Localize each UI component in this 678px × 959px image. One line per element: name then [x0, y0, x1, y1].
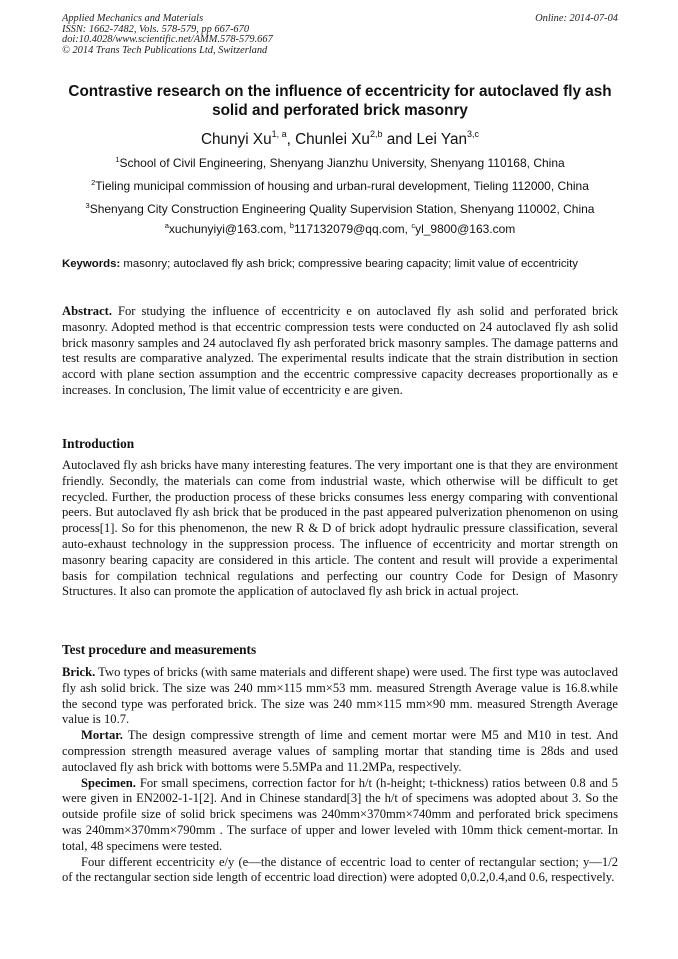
- introduction-text: Autoclaved fly ash bricks have many interesting features. The very important one is that they are environment friendly. Secondly, the materials can come from industrial waste, which otherwise will be difficult to get recycled. Further, the production process of these bricks consumes less energy comparing with conventional peers. But autoclaved fly ash brick that be produced in the past appeared pulverization phenomenon on using process[1]. So for this phenomenon, the new R & D of brick adopt hydraulic pressure classification, several auto-exhaust technology in the suppression process. The influence of eccentricity and mortar strength on masonry bearing capacity are considered in this article. The content and result will provide a experimental basis for compilation technical regulations and perfecting our country Code for Design of Masonry Structures. It also can promote the application of autoclaved fly ash brick in actual project.: [62, 458, 618, 599]
- paper-title: Contrastive research on the influence of eccentricity for autoclaved fly ash solid and perforated brick masonry: [68, 83, 612, 119]
- abstract-text: For studying the influence of eccentricity e on autoclaved fly ash solid and perforated brick masonry. Adopted method is that eccentric compression tests were conducted on 24 autoclaved fly ash solid brick masonry samples and 24 autoclaved fly ash perforated brick masonry samples. The damage patterns and test results are comparative analyzed. The experimental results indicate that the strain distribution in section accord with plane section assumption and the eccentric compressive capacity decreases proportionally as e increases. In conclusion, The limit value of eccentricity e are given.: [62, 304, 618, 397]
- author-separator: ,: [286, 131, 296, 148]
- journal-header: [62, 14, 618, 56]
- abstract: [62, 304, 618, 399]
- paragraph-lead: Mortar.: [81, 728, 123, 743]
- email-address[interactable]: 117132079@qq.com,: [293, 222, 412, 236]
- test-section: [62, 665, 618, 886]
- email-sup: a: [164, 221, 169, 230]
- test-heading: Test procedure and measurements: [62, 642, 257, 657]
- affiliation-1: [62, 156, 618, 171]
- author-sup: 1, a: [271, 129, 287, 139]
- author-separator: and: [382, 131, 417, 148]
- affiliation-text: Shenyang City Construction Engineering Quality Supervision Station, Shenyang 110002, China: [89, 202, 595, 216]
- abstract-label: Abstract.: [62, 304, 113, 318]
- affiliation-text: School of Civil Engineering, Shenyang Jianzhu University, Shenyang 110168, China: [119, 156, 565, 170]
- author-name: Lei Yan: [416, 131, 467, 148]
- affiliation-sup: 2: [91, 178, 96, 187]
- author-list: [62, 130, 618, 150]
- author-name: Chunlei Xu: [295, 131, 370, 148]
- paragraph-lead: Brick.: [62, 665, 96, 679]
- copyright-line: © 2014 Trans Tech Publications Ltd, Switzerland: [62, 44, 268, 56]
- paragraph-text: For small specimens, correction factor for h/t (h-height; t-thickness) ratios between 0.8 and 5 were given in EN2002-1-1[2]. And in Chinese standard[3] the h/t of specimens was adopted about 3. So the outside profile size of solid brick specimens was 240mm×370mm×740mm and perforated brick specimens was 240mm×370mm×790mm . The surface of upper and lower leveled with 10mm thick cement-mortar. In total, 48 specimens were tested.: [62, 775, 618, 853]
- mortar-paragraph: [62, 728, 618, 775]
- affiliation-sup: 1: [115, 155, 120, 164]
- paragraph-text: Two types of bricks (with same materials and different shape) were used. The first type was autoclaved fly ash solid brick. The size was 240 mm×115 mm×53 mm. measured Strength Average value is 16.8.while the second type was perforated brick. The size was 240 mm×115 mm×90 mm. measured Strength Average value is 10.7.: [62, 665, 618, 727]
- keywords: [62, 258, 618, 271]
- affiliation-2: [62, 179, 618, 194]
- email-address[interactable]: xuchunyiyi@163.com,: [168, 222, 290, 236]
- author-sup: 2,b: [369, 129, 383, 139]
- paragraph-text: Four different eccentricity e/y (e—the distance of eccentric load to center of rectangular section; y—1/2 of the rectangular section side length of eccentric load direction) were adopted 0,0.2,0.4,and 0.6, respectively.: [62, 854, 618, 885]
- affiliation-sup: 3: [85, 201, 90, 210]
- email-sup: c: [411, 221, 416, 230]
- paragraph-lead: Specimen.: [81, 775, 136, 790]
- journal-name: Applied Mechanics and Materials: [62, 13, 204, 24]
- brick-paragraph: [62, 665, 618, 728]
- online-date: Online: 2014-07-04: [535, 13, 618, 24]
- introduction-heading: Introduction: [62, 436, 135, 451]
- email-address[interactable]: yl_9800@163.com: [415, 222, 516, 236]
- keywords-text: masonry; autoclaved fly ash brick; compressive bearing capacity; limit value of eccentricity: [120, 258, 578, 270]
- affiliation-text: Tieling municipal commission of housing and urban-rural development, Tieling 112000, China: [95, 179, 589, 193]
- keywords-label: Keywords:: [62, 258, 121, 270]
- specimen-paragraph: [62, 776, 618, 855]
- email-sup: b: [289, 221, 294, 230]
- author-name: Chunyi Xu: [201, 131, 272, 148]
- eccentricity-paragraph: [62, 855, 618, 887]
- issn-line: ISSN: 1662-7482, Vols. 578-579, pp 667-670: [62, 23, 250, 35]
- doi-line[interactable]: doi:10.4028/www.scientific.net/AMM.578-579.667: [62, 34, 273, 46]
- email-line: [62, 222, 618, 237]
- author-sup: 3,c: [466, 129, 479, 139]
- paragraph-text: The design compressive strength of lime and cement mortar were M5 and M10 in test. And compression strength measured average values of sampling mortar that standing time is 28ds and used autoclaved fly ash brick with bottoms were 5.5MPa and 11.2MPa, respectively.: [62, 728, 618, 774]
- affiliation-3: [62, 202, 618, 217]
